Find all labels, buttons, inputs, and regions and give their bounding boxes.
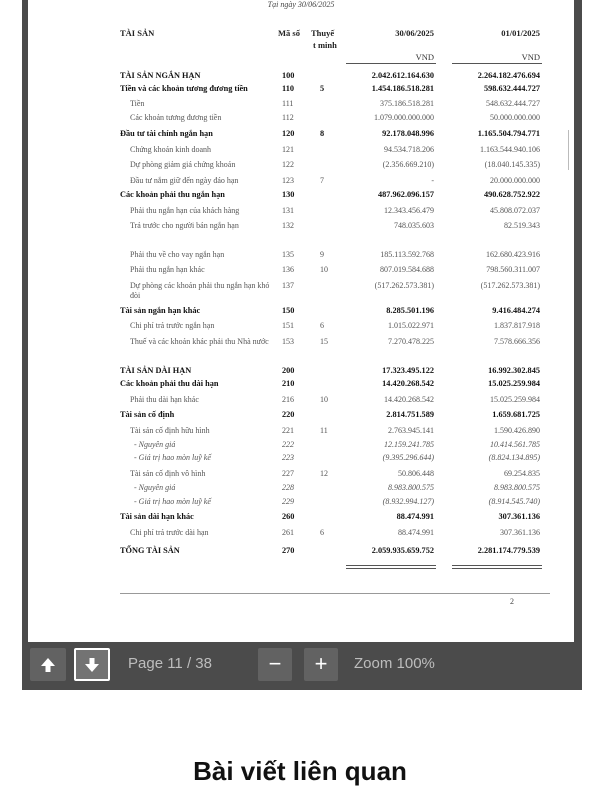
row-code: 210 [282,379,295,388]
row-value-01-01-2025: (8.914.545.740) [488,497,540,506]
row-code: 229 [282,497,294,506]
row-value-01-01-2025: 1.165.504.794.771 [477,129,540,138]
row-code: 151 [282,321,294,330]
row-value-01-01-2025: 1.837.817.918 [494,321,540,330]
row-label: Chi phí trả trước dài hạn [130,528,209,537]
row-label: - Giá trị hao mòn luỹ kế [134,453,211,462]
row-value-30-06-2025: 2.814.751.589 [386,410,434,419]
row-note: 6 [320,321,324,330]
row-value-30-06-2025: 2.059.935.659.752 [371,546,434,555]
row-value-30-06-2025: 1.454.186.518.281 [371,84,434,93]
row-label: Tài sản ngắn hạn khác [120,306,201,315]
row-code: 123 [282,176,294,185]
row-value-30-06-2025: - [431,176,434,185]
row-code: 137 [282,281,294,290]
row-value-30-06-2025: 88.474.991 [398,528,434,537]
row-value-01-01-2025: 798.560.311.007 [486,265,540,274]
row-value-01-01-2025: 1.659.681.725 [492,410,540,419]
row-value-30-06-2025: (9.395.296.644) [382,453,434,462]
viewer-toolbar [22,642,582,690]
document-page [28,0,574,642]
row-label: Tài sản cố định hữu hình [130,426,210,435]
zoom-in-button[interactable]: + [304,648,338,681]
row-value-01-01-2025: 50.000.000.000 [490,113,540,122]
row-value-01-01-2025: 7.578.666.356 [494,337,540,346]
row-value-01-01-2025: 1.163.544.940.106 [480,145,540,154]
row-value-30-06-2025: 14.420.268.542 [384,395,434,404]
row-note: 15 [320,337,328,346]
row-label: TÀI SẢN DÀI HẠN [120,366,192,375]
row-code: 261 [282,528,294,537]
row-value-30-06-2025: 14.420.268.542 [382,379,434,388]
prev-page-button[interactable] [30,648,66,681]
row-value-01-01-2025: 15.025.259.984 [488,379,540,388]
related-articles-heading: Bài viết liên quan [193,756,407,786]
row-code: 270 [282,546,295,555]
report-subtitle: Tại ngày 30/06/2025 [267,0,335,9]
row-label: Trả trước cho người bán ngắn hạn [130,221,239,230]
row-value-01-01-2025: 307.361.136 [498,512,540,521]
row-label: - Giá trị hao mòn luỹ kế [134,497,211,506]
row-value-30-06-2025: 88.474.991 [396,512,434,521]
row-label: TÀI SẢN NGẮN HẠN [120,71,201,80]
header-rule-2 [452,63,542,64]
row-note: 10 [320,395,328,404]
row-value-01-01-2025: 1.590.426.890 [494,426,540,435]
row-value-01-01-2025: 45.808.072.037 [490,206,540,215]
row-label: Tài sản cố định [120,410,175,419]
row-label: - Nguyên giá [134,440,176,449]
next-page-button[interactable] [74,648,110,681]
row-code: 228 [282,483,294,492]
row-value-30-06-2025: 7.270.478.225 [388,337,434,346]
row-code: 130 [282,190,295,199]
row-value-30-06-2025: 12.343.456.479 [384,206,434,215]
row-value-01-01-2025: (18.040.145.335) [484,160,540,169]
total-rule-1 [346,565,436,566]
unit-col1: VND [415,52,434,62]
row-value-01-01-2025: 82.519.343 [504,221,540,230]
row-value-01-01-2025: 69.254.835 [504,469,540,478]
row-value-01-01-2025: 490.628.752.922 [483,190,540,199]
row-note: 9 [320,250,324,259]
row-code: 132 [282,221,294,230]
row-label: Tiền [130,99,145,108]
row-value-30-06-2025: 1.015.022.971 [388,321,434,330]
row-code: 260 [282,512,295,521]
row-value-01-01-2025: 2.281.174.779.539 [477,546,540,555]
row-value-01-01-2025: 15.025.259.984 [490,395,540,404]
row-code: 136 [282,265,294,274]
header-rule-1 [346,63,436,64]
row-value-30-06-2025: 748.035.603 [394,221,434,230]
header-asset: TÀI SẢN [120,28,155,38]
header-code: Mã số [278,28,300,38]
row-code: 100 [282,71,295,80]
row-value-30-06-2025: 50.806.448 [398,469,434,478]
row-value-30-06-2025: 807.019.584.688 [380,265,434,274]
zoom-out-button[interactable]: − [258,648,292,681]
total-rule-2b [452,568,542,569]
row-label: Tiền và các khoản tương đương tiền [120,84,248,93]
row-value-01-01-2025: (517.262.573.381) [480,281,540,290]
row-value-01-01-2025: 20.000.000.000 [490,176,540,185]
row-note: 8 [320,129,325,138]
row-label: Chi phí trả trước ngắn hạn [130,321,215,330]
arrow-up-icon [39,656,57,674]
row-value-01-01-2025: 548.632.444.727 [486,99,540,108]
row-label: Dự phòng các khoản phải thu ngắn hạn khó đòi [130,281,270,300]
row-value-30-06-2025: 1.079.000.000.000 [374,113,434,122]
zoom-indicator: Zoom 100% [354,655,435,672]
total-rule-1b [346,568,436,569]
row-value-01-01-2025: 2.264.182.476.694 [477,71,540,80]
row-value-30-06-2025: 12.159.241.785 [384,440,434,449]
total-rule-2 [452,565,542,566]
header-date1: 30/06/2025 [395,28,434,38]
row-value-01-01-2025: 9.416.484.274 [492,306,540,315]
row-code: 223 [282,453,294,462]
row-value-30-06-2025: 185.113.592.768 [380,250,434,259]
row-value-01-01-2025: 162.680.423.916 [486,250,540,259]
row-value-30-06-2025: 94.534.718.206 [384,145,434,154]
row-value-30-06-2025: (8.932.994.127) [382,497,434,506]
row-value-01-01-2025: 307.361.136 [500,528,540,537]
row-value-30-06-2025: 2.042.612.164.630 [371,71,434,80]
scan-artifact-line [568,130,569,170]
row-code: 216 [282,395,294,404]
row-code: 122 [282,160,294,169]
row-label: Thuế và các khoản khác phải thu Nhà nước [130,337,269,346]
row-note: 11 [320,426,328,435]
row-code: 111 [282,99,294,108]
row-value-01-01-2025: 598.632.444.727 [483,84,540,93]
row-code: 112 [282,113,294,122]
row-label: Phải thu ngắn hạn khác [130,265,205,274]
row-value-30-06-2025: 2.763.945.141 [388,426,434,435]
row-note: 6 [320,528,324,537]
row-label: Các khoản phải thu dài hạn [120,379,219,388]
header-note-line2: t minh [313,40,337,50]
row-label: Phải thu về cho vay ngắn hạn [130,250,225,259]
row-label: Dự phòng giảm giá chứng khoán [130,160,236,169]
row-label: Phải thu ngắn hạn của khách hàng [130,206,240,215]
row-code: 120 [282,129,295,138]
row-code: 153 [282,337,294,346]
footer-rule [120,593,550,594]
row-code: 221 [282,426,294,435]
row-code: 121 [282,145,294,154]
row-label: Tài sản cố định vô hình [130,469,206,478]
row-label: Đầu tư tài chính ngắn hạn [120,129,213,138]
header-date2: 01/01/2025 [501,28,540,38]
row-value-01-01-2025: (8.824.134.895) [488,453,540,462]
row-value-30-06-2025: 8.285.501.196 [386,306,434,315]
row-code: 220 [282,410,295,419]
row-code: 135 [282,250,294,259]
row-value-01-01-2025: 10.414.561.785 [490,440,540,449]
row-value-01-01-2025: 8.983.800.575 [494,483,540,492]
row-code: 200 [282,366,295,375]
row-note: 12 [320,469,328,478]
row-code: 150 [282,306,295,315]
arrow-down-icon [83,656,101,674]
row-label: Các khoản tương đương tiền [130,113,222,122]
row-code: 227 [282,469,294,478]
row-note: 10 [320,265,328,274]
unit-col2: VND [521,52,540,62]
row-label: - Nguyên giá [134,483,176,492]
page-number: 2 [510,597,514,606]
row-label: Chứng khoán kinh doanh [130,145,211,154]
row-value-01-01-2025: 16.992.302.845 [488,366,540,375]
pdf-viewer [22,0,582,690]
header-note-line1: Thuyế [311,28,335,38]
row-note: 7 [320,176,324,185]
row-note: 5 [320,84,325,93]
row-label: Các khoản phải thu ngắn hạn [120,190,225,199]
row-value-30-06-2025: 8.983.800.575 [388,483,434,492]
row-code: 110 [282,84,294,93]
row-code: 222 [282,440,294,449]
row-label: Tài sản dài hạn khác [120,512,194,521]
row-value-30-06-2025: 92.178.048.996 [382,129,434,138]
row-label: Đầu tư nắm giữ đến ngày đáo hạn [130,176,239,185]
row-value-30-06-2025: 375.186.518.281 [380,99,434,108]
row-code: 131 [282,206,294,215]
row-value-30-06-2025: (2.356.669.210) [382,160,434,169]
row-value-30-06-2025: (517.262.573.381) [374,281,434,290]
row-label: Phải thu dài hạn khác [130,395,199,404]
row-value-30-06-2025: 487.962.096.157 [377,190,434,199]
row-value-30-06-2025: 17.323.495.122 [382,366,434,375]
row-label: TỔNG TÀI SẢN [120,546,180,555]
page-indicator: Page 11 / 38 [128,655,212,672]
